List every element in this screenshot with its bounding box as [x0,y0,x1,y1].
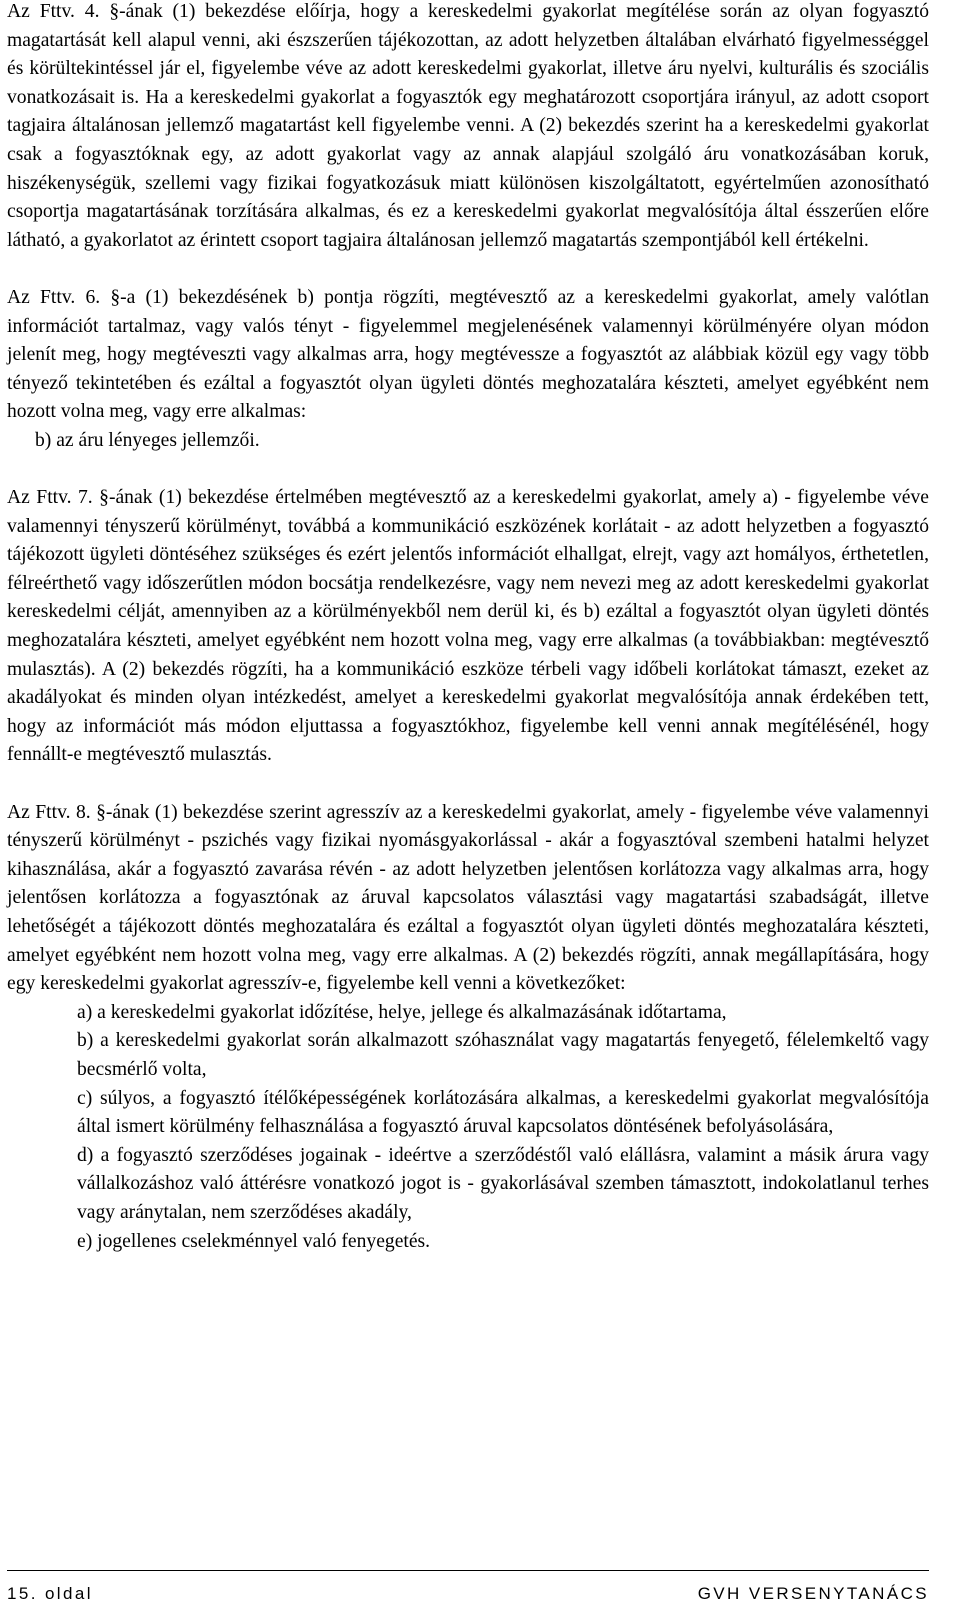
list-item: e) jogellenes cselekménnyel való fenyegetés. [77,1230,431,1252]
list-item: b) a kereskedelmi gyakorlat során alkalmazott szóhasználat vagy magatartás fenyegető, félelemkeltő vagy becsmérlő volta, [77,1030,929,1080]
paragraph-fttv-7: Az Fttv. 7. §-ának (1) bekezdése értelmében megtévesztő az a kereskedelmi gyakorlat, amely a) - figyelembe véve valamennyi tényszerű körülményt, továbbá a kommunikáció eszközének korlátait - az adott helyzetben a fogyasztó tájékozott ügyleti döntéséhez szükséges és ezért jelentős információt elhallgat, elrejt, vagy azt homályos, érthetetlen, félreérthető vagy időszerűtlen módon bocsátja rendelkezésre, vagy nem nevezi meg az adott kereskedelmi gyakorlat kereskedelmi célját, amennyiben az a körülményekből nem derül ki, és b) ezáltal a fogyasztót olyan ügyleti döntés meghozatalára készteti, amelyet egyébként nem hozott volna meg, vagy erre alkalmas (a továbbiakban: megtévesztő mulasztás). A (2) bekezdés rögzíti, ha a kommunikáció eszköze térbeli vagy időbeli korlátokat támaszt, ezeket az akadályokat és minden olyan intézkedést, amelyet a kereskedelmi gyakorlat megvalósítója annak érdekében tett, hogy az információt más módon eljuttassa a fogyasztókhoz, figyelembe kell venni annak megítélésénél, hogy fennállt-e megtévesztő mulasztás. [7,487,929,766]
document-body [7,0,929,1256]
list-item: d) a fogyasztó szerződéses jogainak - ideértve a szerződéstől való elállásra, valamint a másik árura vagy vállalkozáshoz való áttérésre vonatkozó jogot is - gyakorlásával szemben támasztott, indokolatlanul terhes vagy aránytalan, nem szerződéses akadály, [77,1144,929,1223]
paragraph-fttv-6: Az Fttv. 6. §-a (1) bekezdésének b) pontja rögzíti, megtévesztő az a kereskedelmi gyakorlat, amely valótlan információt tartalmaz, vagy valós tényt - figyelemmel megjelenésének valamennyi körülményére olyan módon jelenít meg, hogy megtéveszti vagy alkalmas arra, hogy megtévessze a fogyasztót az alábbiak közül egy vagy több tényező tekintetében és ezáltal a fogyasztót olyan ügyleti döntés meghozatalára készteti, amelyet egyébként nem hozott volna meg, vagy erre alkalmas: [7,286,929,423]
paragraph-fttv-8: Az Fttv. 8. §-ának (1) bekezdése szerint agresszív az a kereskedelmi gyakorlat, amely - figyelembe véve valamennyi tényszerű körülményt - pszichés vagy fizikai nyomásgyakorlással - akár a fogyasztóval szembeni hatalmi helyzet kihasználása, akár a fogyasztó zavarása révén - az adott helyzetben jelentősen korlátozza vagy alkalmas arra, hogy jelentősen korlátozza a fogyasztónak az áruval kapcsolatos választási vagy magatartási szabadságát, illetve lehetőségét a tájékozott döntés meghozatalára és ezáltal a fogyasztót olyan ügyleti döntés meghozatalára készteti, amelyet egyébként nem hozott volna meg, vagy erre alkalmas. A (2) bekezdés rögzíti, annak megállapítására, hogy egy kereskedelmi gyakorlat agresszív-e, figyelembe kell venni a következőket: [7,801,929,995]
page-footer [7,1584,929,1604]
list-item: c) súlyos, a fogyasztó ítélőképességének korlátozására alkalmas, a kereskedelmi gyakorlat megvalósítója által ismert körülmény felhasználása a fogyasztó áruval kapcsolatos döntésének befolyásolására, [77,1087,929,1138]
paragraph-fttv-4: Az Fttv. 4. §-ának (1) bekezdése előírja, hogy a kereskedelmi gyakorlat megítélése során az olyan fogyasztó magatartását kell alapul venni, aki észszerűen tájékozottan, az adott helyzetben általában elvárható figyelmességgel és körültekintéssel jár el, figyelembe véve az adott kereskedelmi gyakorlat, illetve áru nyelvi, kulturális és szociális vonatkozásait is. Ha a kereskedelmi gyakorlat a fogyasztók egy meghatározott csoportjára irányul, az adott csoport tagjaira általánosan jellemző magatartást kell figyelembe venni. A (2) bekezdés szerint ha a kereskedelmi gyakorlat csak a fogyasztóknak egy, az adott gyakorlat vagy az annak alapjául szolgáló áru vonatkozásában koruk, hiszékenységük, szellemi vagy fizikai fogyatkozásuk miatt különösen kiszolgáltatott, egyértelműen azonosítható csoportja magatartásának torzítására alkalmas, és ez a kereskedelmi gyakorlat megvalósítója által ésszerűen előre látható, a gyakorlatot az érintett csoport tagjaira általánosan jellemző magatartás szempontjából kell értékelni. [7,1,929,251]
list-item: b) az áru lényeges jellemzői. [35,429,260,451]
organization-name: GVH VERSENYTANÁCS [697,1584,929,1603]
list-item: a) a kereskedelmi gyakorlat időzítése, helye, jellege és alkalmazásának időtartama, [77,1001,727,1023]
page-number: 15. oldal [7,1584,93,1603]
footer-divider [7,1570,929,1571]
